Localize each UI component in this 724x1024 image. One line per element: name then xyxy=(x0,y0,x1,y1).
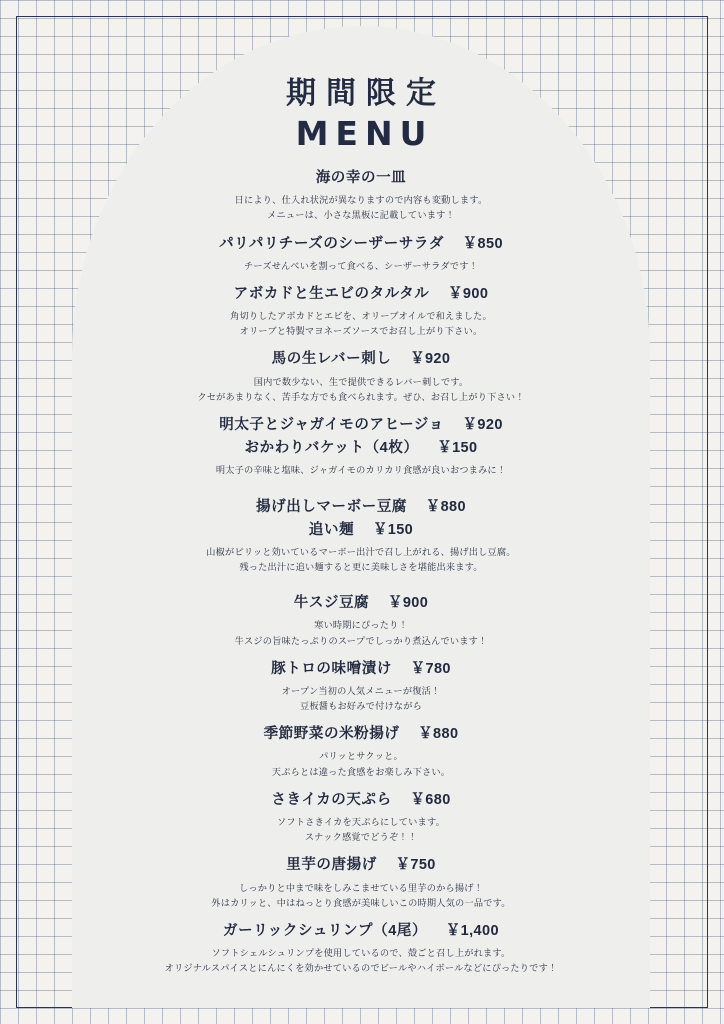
menu-item-title xyxy=(112,414,610,437)
menu-item-description xyxy=(112,881,610,911)
menu-item xyxy=(112,789,610,846)
desc-line: オリジナルスパイスとにんにくを効かせているのでビールやハイボールなどにぴったりです！ xyxy=(164,963,558,974)
menu-item-description xyxy=(112,749,610,779)
desc-line: 牛スジの旨味たっぷりのスープでしっかり煮込んでいます！ xyxy=(234,635,488,646)
menu-item xyxy=(112,658,610,715)
menu-item-name: アボカドと生エビのタルタル xyxy=(233,285,430,302)
menu-item xyxy=(112,592,610,649)
menu-item xyxy=(112,920,610,977)
spacer xyxy=(112,577,610,583)
menu-item-name: 海の幸の一皿 xyxy=(315,170,407,186)
desc-line: クセがあまりなく、苦手な方でも食べられます。ぜひ、お召し上がり下さい！ xyxy=(197,391,525,402)
menu-item-name: 豚トロの味噌漬け xyxy=(271,660,392,677)
menu-item-price: ￥780 xyxy=(410,660,451,677)
desc-line: メニューは、小さな黒板に記載しています！ xyxy=(267,210,455,221)
menu-item-title xyxy=(112,723,610,746)
menu-item-price: ￥1,400 xyxy=(445,922,499,939)
menu-item-sub-price: ￥150 xyxy=(372,521,414,538)
menu-item-title xyxy=(112,920,610,943)
menu-item xyxy=(112,348,610,405)
menu-item-name: 季節野菜の米粉揚げ xyxy=(263,726,400,743)
menu-item-sub-name: おかわりバケット（4枚） xyxy=(244,440,419,457)
menu-item-sub-price: ￥150 xyxy=(437,440,478,457)
menu-item-title xyxy=(112,496,610,519)
spacer xyxy=(112,481,610,487)
desc-line: 寒い時期にぴったり！ xyxy=(314,620,408,631)
menu-item-description xyxy=(112,309,610,339)
menu-item-title xyxy=(112,789,610,812)
menu-item-description xyxy=(112,463,610,478)
menu-item-name: 里芋の唐揚げ xyxy=(286,857,377,874)
desc-line: 国内で数少ない、生で提供できるレバー刺しです。 xyxy=(253,376,469,387)
menu-item-sub-name: 追い麺 xyxy=(308,521,355,538)
menu-item-name: 馬の生レバー刺し xyxy=(271,351,392,368)
menu-item-title xyxy=(112,167,610,190)
menu-item-name: 牛スジ豆腐 xyxy=(293,595,370,612)
menu-item-price: ￥680 xyxy=(410,791,451,808)
desc-line: パリッとサクッと。 xyxy=(319,751,403,762)
menu-item xyxy=(112,414,610,479)
menu-item-description xyxy=(112,545,610,575)
desc-line: 角切りしたアボカドとエビを、オリーブオイルで和えました。 xyxy=(230,311,492,322)
desc-line: チーズせんべいを割って食べる、シーザーサラダです！ xyxy=(244,260,478,271)
menu-item-price: ￥850 xyxy=(462,235,503,252)
menu-item-price: ￥880 xyxy=(425,498,466,515)
menu-item-description xyxy=(112,259,610,274)
menu-item xyxy=(112,233,610,274)
desc-line: 山椒がピリッと効いているマーボー出汁で召し上がれる、揚げ出し豆腐。 xyxy=(206,546,516,557)
desc-line: しっかりと中まで味をしみこませている里芋のから揚げ！ xyxy=(238,882,484,893)
menu-item-title xyxy=(112,283,610,306)
menu-item-title xyxy=(112,233,610,256)
menu-item-price: ￥920 xyxy=(410,351,451,368)
desc-line: スナック感覚でどうぞ！！ xyxy=(304,832,418,843)
menu-item-name: さきイカの天ぷら xyxy=(271,791,392,808)
menu-item-title xyxy=(112,854,610,877)
desc-line: 明太子の辛味と塩味、ジャガイモのカリカリ食感が良いおつまみに！ xyxy=(215,465,507,476)
desc-line: 外はカリッと、中はねっとり食感が美味しいこの時期人気の一品です。 xyxy=(211,897,511,908)
menu-item xyxy=(112,854,610,911)
menu-item-name: パリパリチーズのシーザーサラダ xyxy=(219,235,444,252)
menu-item-description xyxy=(112,193,610,223)
menu-item xyxy=(112,723,610,780)
desc-line: オリーブと特製マヨネーズソースでお召し上がり下さい。 xyxy=(239,326,483,337)
menu-item-description xyxy=(112,684,610,714)
desc-line: 豆板醤もお好みで付けながら xyxy=(299,701,423,712)
menu-item-description xyxy=(112,375,610,405)
menu-item-description xyxy=(112,946,610,976)
menu-item-price: ￥900 xyxy=(387,595,429,612)
menu-item-description xyxy=(112,618,610,648)
menu-item-title xyxy=(112,592,610,615)
menu-item-title xyxy=(112,658,610,681)
menu-item-subtitle xyxy=(112,519,610,542)
desc-line: ソフトさきイカを天ぷらにしています。 xyxy=(277,817,445,827)
page-title-en: MENU xyxy=(295,114,434,153)
menu-item-name: 明太子とジャガイモのアヒージョ xyxy=(219,416,444,433)
menu-item xyxy=(112,167,610,224)
page-title-jp: 期間限定 xyxy=(286,77,446,110)
menu-item-title xyxy=(112,348,610,371)
menu-item-subtitle xyxy=(112,437,610,460)
menu-item-price: ￥880 xyxy=(418,726,459,743)
menu-content xyxy=(72,26,650,1008)
desc-line: 残った出汁に追い麺すると更に美味しさを堪能出来ます。 xyxy=(239,562,483,573)
menu-item xyxy=(112,283,610,340)
desc-line: ソフトシェルシュリンプを使用しているので、殻ごと召し上がれます。 xyxy=(211,948,511,959)
desc-line: 日により、仕入れ状況が異なりますので内容も変動します。 xyxy=(234,195,488,206)
desc-line: 天ぷらとは違った食感をお楽しみ下さい。 xyxy=(271,766,451,777)
menu-item-price: ￥750 xyxy=(395,857,436,874)
menu-item-price: ￥920 xyxy=(462,416,503,433)
menu-item xyxy=(112,496,610,576)
menu-item-price: ￥900 xyxy=(448,285,489,302)
menu-item-name: ガーリックシュリンプ（4尾） xyxy=(223,922,428,939)
menu-item-name: 揚げ出しマーボー豆腐 xyxy=(256,498,408,515)
menu-item-description xyxy=(112,815,610,845)
desc-line: オープン当初の人気メニューが復活！ xyxy=(281,685,441,696)
